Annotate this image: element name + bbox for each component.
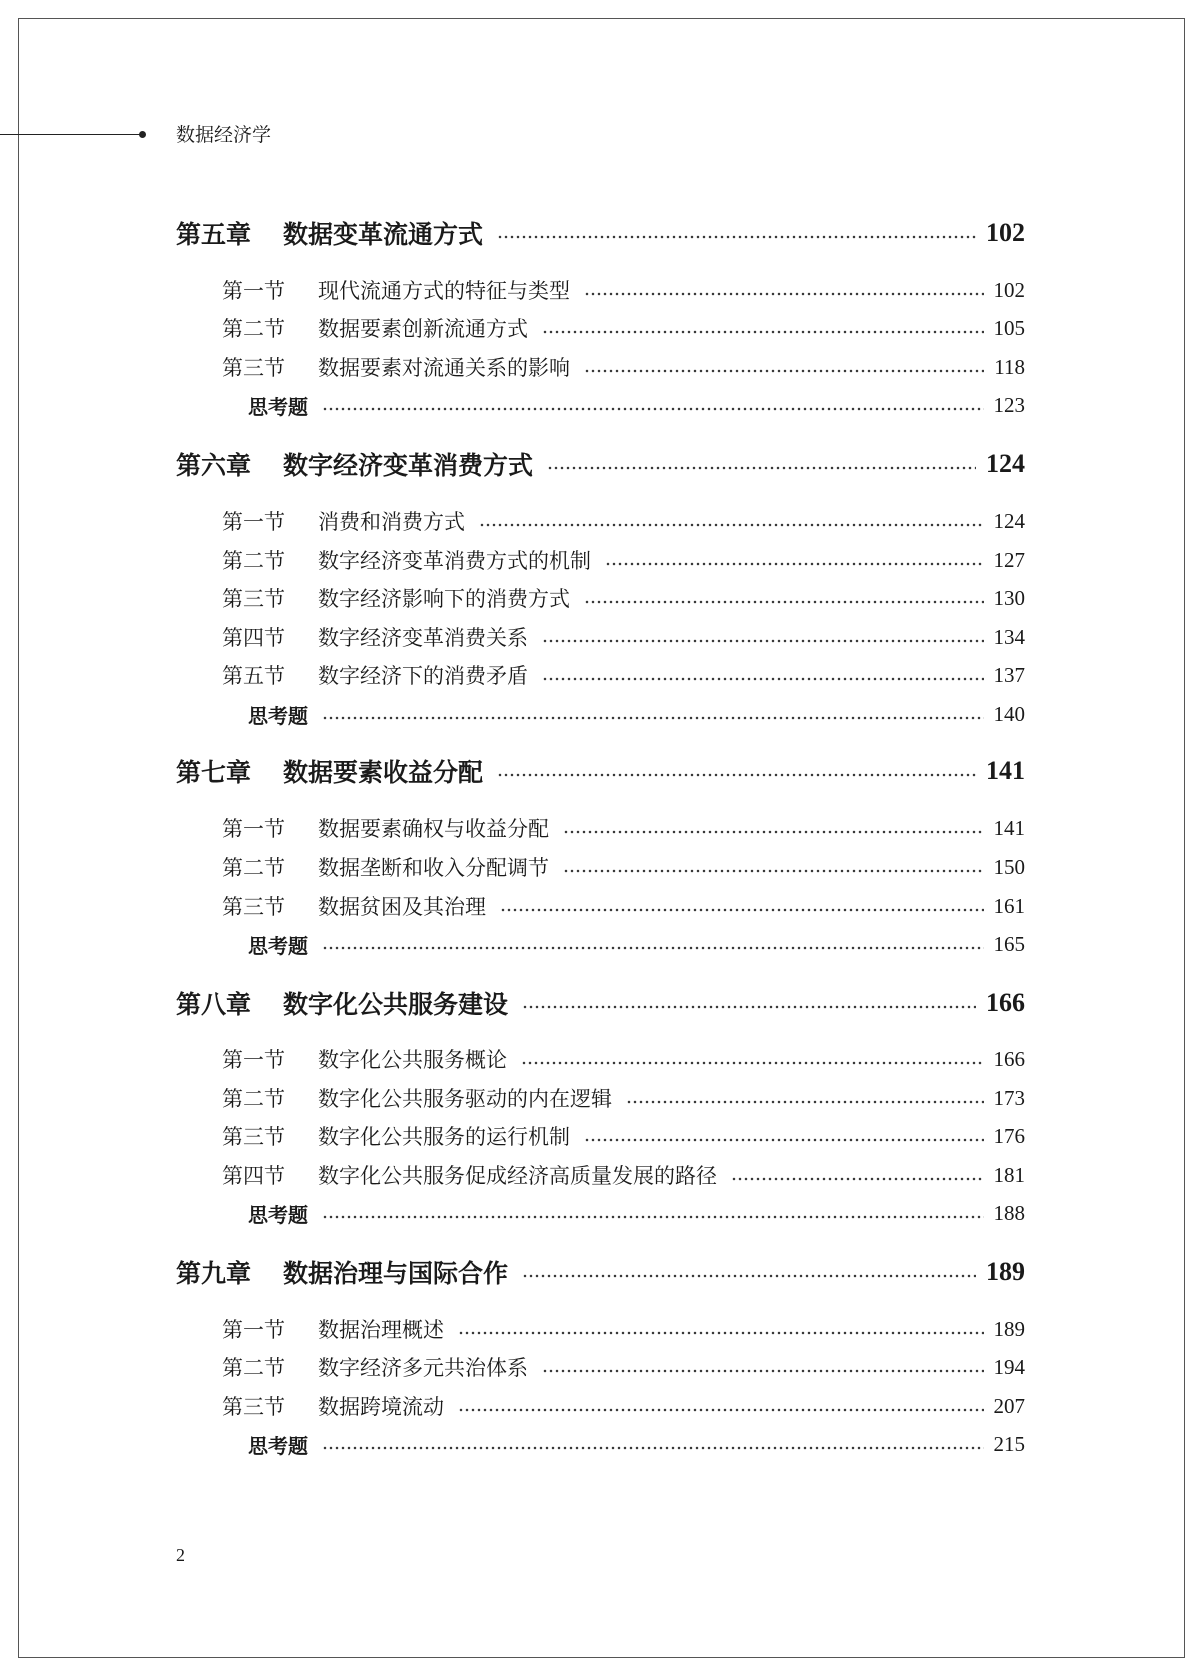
chapter-title: 数据变革流通方式 <box>283 220 484 249</box>
section-label: 第二节 <box>222 317 285 341</box>
dot-leader <box>626 1100 984 1104</box>
dot-leader <box>547 466 976 470</box>
toc-section-row <box>176 272 1025 308</box>
header-rule <box>0 134 142 135</box>
dot-leader <box>522 1274 976 1278</box>
chapter-label: 第六章 <box>176 451 252 480</box>
dot-leader <box>731 1177 984 1181</box>
section-label: 第一节 <box>222 1048 285 1072</box>
dot-leader <box>521 1061 984 1065</box>
chapter-label: 第八章 <box>176 990 252 1019</box>
section-page: 176 <box>993 1123 1025 1148</box>
section-title: 数据贫困及其治理 <box>318 895 486 919</box>
chapter-page: 102 <box>986 218 1025 247</box>
section-title: 数字经济影响下的消费方式 <box>318 587 570 611</box>
section-page: 102 <box>993 277 1025 302</box>
dot-leader <box>458 1408 984 1412</box>
toc-section-row <box>176 349 1025 385</box>
section-page: 137 <box>993 662 1025 687</box>
toc-section-row <box>176 503 1025 539</box>
dot-leader <box>322 716 984 720</box>
section-title: 数字化公共服务概论 <box>318 1048 507 1072</box>
section-label: 第五节 <box>222 664 285 688</box>
toc-chapter-row <box>176 444 1025 484</box>
section-title: 数字化公共服务驱动的内在逻辑 <box>318 1087 612 1111</box>
questions-label: 思考题 <box>248 394 308 419</box>
questions-label: 思考题 <box>248 703 308 728</box>
section-label: 第一节 <box>222 279 285 303</box>
questions-page: 140 <box>993 701 1025 726</box>
section-page: 194 <box>993 1354 1025 1379</box>
dot-leader <box>322 407 984 411</box>
section-title: 数据跨境流动 <box>318 1395 444 1419</box>
questions-label: 思考题 <box>248 933 308 958</box>
header-dot <box>139 131 146 138</box>
section-title: 消费和消费方式 <box>318 510 465 534</box>
section-title: 数字化公共服务促成经济高质量发展的路径 <box>318 1164 717 1188</box>
page-number: 2 <box>176 1545 185 1565</box>
section-label: 第三节 <box>222 1395 285 1419</box>
dot-leader <box>584 292 984 296</box>
dot-leader <box>563 869 984 873</box>
toc-section-row <box>176 849 1025 885</box>
toc-questions-row <box>176 1426 1025 1462</box>
section-title: 数据要素确权与收益分配 <box>318 817 549 841</box>
section-page: 181 <box>993 1162 1025 1187</box>
section-label: 第三节 <box>222 587 285 611</box>
section-label: 第四节 <box>222 626 285 650</box>
section-page: 166 <box>993 1046 1025 1071</box>
toc-section-row <box>176 657 1025 693</box>
section-page: 150 <box>993 854 1025 879</box>
toc-questions-row <box>176 926 1025 962</box>
toc-questions-row <box>176 1195 1025 1231</box>
section-page: 105 <box>993 315 1025 340</box>
dot-leader <box>500 908 984 912</box>
toc-section-row <box>176 1388 1025 1424</box>
section-page: 124 <box>993 508 1025 533</box>
chapter-page: 189 <box>986 1257 1025 1286</box>
questions-label: 思考题 <box>248 1433 308 1458</box>
toc-chapter-row <box>176 751 1025 791</box>
section-title: 数字经济变革消费方式的机制 <box>318 549 591 573</box>
chapter-label: 第七章 <box>176 758 252 787</box>
section-label: 第二节 <box>222 856 285 880</box>
chapter-title: 数字经济变革消费方式 <box>283 451 534 480</box>
toc-section-row <box>176 810 1025 846</box>
section-page: 134 <box>993 624 1025 649</box>
toc-section-row <box>176 542 1025 578</box>
section-label: 第二节 <box>222 1087 285 1111</box>
toc-section-row <box>176 619 1025 655</box>
toc-section-row <box>176 580 1025 616</box>
toc-section-row <box>176 888 1025 924</box>
dot-leader <box>479 523 984 527</box>
dot-leader <box>542 1369 984 1373</box>
toc-section-row <box>176 1349 1025 1385</box>
section-title: 数据垄断和收入分配调节 <box>318 856 549 880</box>
chapter-page: 141 <box>986 756 1025 785</box>
section-label: 第三节 <box>222 895 285 919</box>
section-title: 数据要素创新流通方式 <box>318 317 528 341</box>
section-title: 现代流通方式的特征与类型 <box>318 279 570 303</box>
section-title: 数据治理概述 <box>318 1318 444 1342</box>
section-page: 207 <box>993 1393 1025 1418</box>
section-label: 第三节 <box>222 1125 285 1149</box>
chapter-label: 第五章 <box>176 220 252 249</box>
dot-leader <box>497 235 976 239</box>
questions-page: 123 <box>993 392 1025 417</box>
section-label: 第一节 <box>222 510 285 534</box>
chapter-page: 166 <box>986 988 1025 1017</box>
section-title: 数字经济下的消费矛盾 <box>318 664 528 688</box>
toc-section-row <box>176 310 1025 346</box>
toc-questions-row <box>176 696 1025 732</box>
section-page: 161 <box>993 893 1025 918</box>
toc-chapter-row <box>176 983 1025 1023</box>
section-page: 189 <box>993 1316 1025 1341</box>
dot-leader <box>322 1446 984 1450</box>
toc-section-row <box>176 1118 1025 1154</box>
dot-leader <box>605 562 984 566</box>
dot-leader <box>584 1138 984 1142</box>
section-title: 数字经济变革消费关系 <box>318 626 528 650</box>
section-page: 141 <box>993 815 1025 840</box>
questions-page: 165 <box>993 931 1025 956</box>
section-title: 数据要素对流通关系的影响 <box>318 356 570 380</box>
toc-section-row <box>176 1157 1025 1193</box>
dot-leader <box>458 1331 984 1335</box>
dot-leader <box>322 1215 984 1219</box>
toc-section-row <box>176 1311 1025 1347</box>
questions-page: 215 <box>993 1431 1025 1456</box>
dot-leader <box>497 773 976 777</box>
dot-leader <box>522 1005 976 1009</box>
dot-leader <box>563 830 984 834</box>
section-label: 第四节 <box>222 1164 285 1188</box>
chapter-title: 数字化公共服务建设 <box>283 990 509 1019</box>
dot-leader <box>542 639 984 643</box>
dot-leader <box>542 330 984 334</box>
section-label: 第一节 <box>222 817 285 841</box>
section-label: 第三节 <box>222 356 285 380</box>
dot-leader <box>584 600 984 604</box>
toc-section-row <box>176 1041 1025 1077</box>
toc-chapter-row <box>176 213 1025 253</box>
dot-leader <box>322 946 984 950</box>
section-title: 数字经济多元共治体系 <box>318 1356 528 1380</box>
questions-label: 思考题 <box>248 1202 308 1227</box>
toc-chapter-row <box>176 1252 1025 1292</box>
section-page: 130 <box>993 585 1025 610</box>
dot-leader <box>542 677 984 681</box>
section-label: 第一节 <box>222 1318 285 1342</box>
running-header-book-title: 数据经济学 <box>176 124 272 146</box>
chapter-label: 第九章 <box>176 1259 252 1288</box>
questions-page: 188 <box>993 1200 1025 1225</box>
section-page: 118 <box>994 354 1025 379</box>
section-title: 数字化公共服务的运行机制 <box>318 1125 570 1149</box>
dot-leader <box>584 369 984 373</box>
section-label: 第二节 <box>222 1356 285 1380</box>
section-page: 173 <box>993 1085 1025 1110</box>
chapter-title: 数据要素收益分配 <box>283 758 484 787</box>
chapter-page: 124 <box>986 449 1025 478</box>
section-page: 127 <box>993 547 1025 572</box>
toc-section-row <box>176 1080 1025 1116</box>
toc-questions-row <box>176 387 1025 423</box>
chapter-title: 数据治理与国际合作 <box>283 1259 509 1288</box>
section-label: 第二节 <box>222 549 285 573</box>
